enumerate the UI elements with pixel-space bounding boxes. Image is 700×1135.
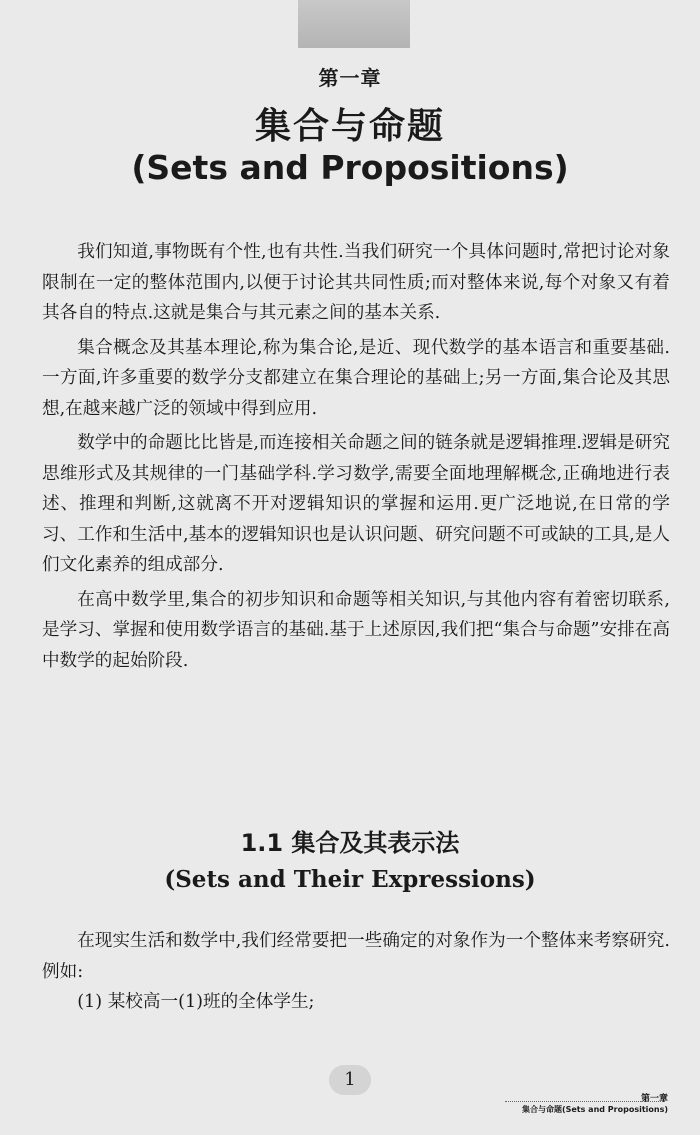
intro-paragraph-2: 集合概念及其基本理论,称为集合论,是近、现代数学的基本语言和重要基础.一方面,许多重要的数学分支都建立在集合理论的基础上;另一方面,集合论及其思想,在越来越广泛的领域中得到应用.	[42, 337, 670, 419]
section-heading: 1.1 集合及其表示法	[240, 829, 460, 857]
intro-paragraph-4: 在高中数学里,集合的初步知识和命题等相关知识,与其他内容有着密切联系,是学习、掌握和使用数学语言的基础.基于上述原因,我们把“集合与命题”安排在高中数学的起始阶段.	[42, 589, 670, 671]
footer-divider	[505, 1101, 665, 1102]
top-tab-band	[298, 0, 410, 48]
intro-paragraph-3: 数学中的命题比比皆是,而连接相关命题之间的链条就是逻辑推理.逻辑是研究思维形式及其规律的一门基础学科.学习数学,需要全面地理解概念,正确地进行表述、推理和判断,这就离不开对逻辑知识的掌握和运用.更广泛地说,在日常的学习、工作和生活中,基本的逻辑知识也是认识问题、研究问题不可或缺的工具,是人们文化素养的组成部分.	[42, 433, 670, 575]
list-item-1: (1) 某校高一(1)班的全体学生;	[77, 992, 315, 1012]
section-subtitle: (Sets and Their Expressions)	[164, 866, 536, 893]
chapter-title: 集合与命题	[254, 106, 445, 147]
page-number: 1	[329, 1065, 371, 1095]
chapter-label: 第一章	[318, 66, 382, 90]
chapter-intro	[42, 237, 670, 680]
chapter-subtitle: (Sets and Propositions)	[131, 148, 569, 187]
intro-paragraph-1: 我们知道,事物既有个性,也有共性.当我们研究一个具体问题时,常把讨论对象限制在一定的整体范围内,以便于讨论其共同性质;而对整体来说,每个对象又有着其各自的特点.这就是集合与其元素之间的基本关系.	[42, 242, 670, 323]
section-paragraph: 在现实生活和数学中,我们经常要把一些确定的对象作为一个整体来考察研究.例如:	[42, 931, 670, 982]
section-body	[42, 926, 670, 1018]
running-footer-title: 集合与命题(Sets and Propositions)	[521, 1105, 668, 1114]
running-footer-chapter: 第一章	[640, 1094, 668, 1104]
